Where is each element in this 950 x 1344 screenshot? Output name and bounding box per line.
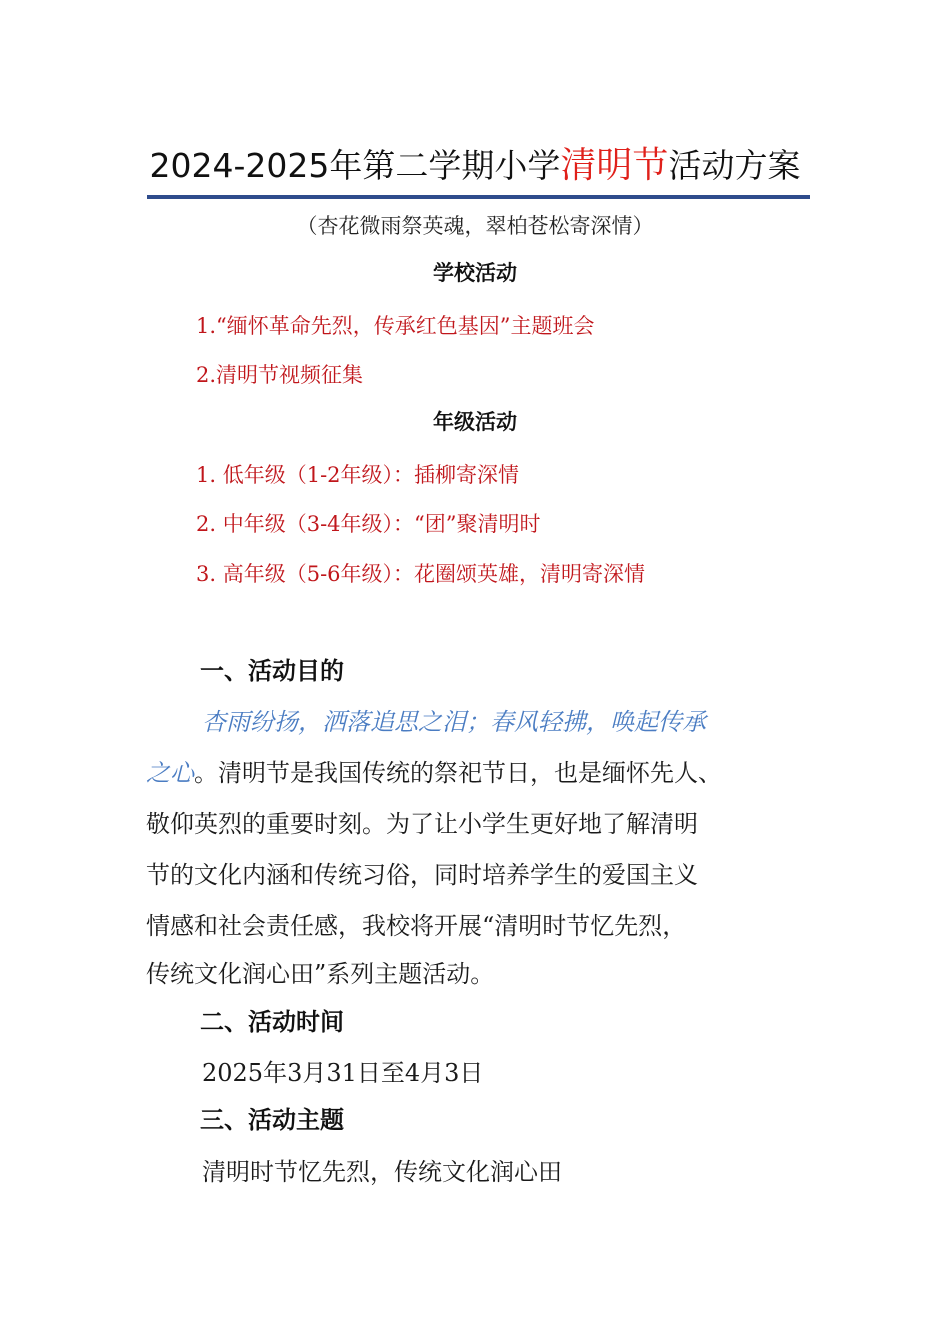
purpose-line [146, 753, 722, 793]
grade-activity-item: 3. 高年级（5-6年级）：花圈颂英雄，清明寄深情 [196, 562, 646, 586]
grade-activity-item: 2. 中年级（3-4年级）：“团”聚清明时 [196, 512, 541, 536]
purpose-line [202, 702, 706, 742]
school-activities-heading: 学校活动 [433, 261, 517, 285]
purpose-poetic-text: 杏雨纷扬，洒落追思之泪；春风轻拂，唤起传承 [202, 708, 706, 736]
title-prefix: 2024-2025年第二学期小学 [149, 146, 561, 185]
title-suffix: 活动方案 [668, 146, 801, 185]
subtitle: （杏花微雨祭英魂，翠柏苍松寄深情） [296, 214, 654, 238]
title-underline [147, 195, 810, 199]
section-heading-time: 二、活动时间 [200, 1008, 344, 1036]
purpose-line: 敬仰英烈的重要时刻。为了让小学生更好地了解清明 [146, 810, 698, 838]
section-heading-theme: 三、活动主题 [200, 1106, 344, 1134]
school-activity-item: 2.清明节视频征集 [196, 363, 364, 387]
activity-time-text: 2025年3月31日至4月3日 [202, 1059, 484, 1087]
title-highlight: 清明节 [560, 145, 669, 186]
page-title [0, 141, 950, 191]
section-heading-purpose: 一、活动目的 [200, 657, 344, 685]
activity-theme-text: 清明时节忆先烈，传统文化润心田 [202, 1158, 562, 1186]
grade-activities-heading: 年级活动 [433, 410, 517, 434]
grade-activity-item: 1. 低年级（1-2年级）：插柳寄深情 [196, 463, 520, 487]
purpose-text: 。清明节是我国传统的祭祀节日，也是缅怀先人、 [194, 759, 722, 787]
purpose-poetic-text-end: 之心 [146, 759, 194, 787]
purpose-line: 情感和社会责任感，我校将开展“清明时节忆先烈， [146, 912, 687, 940]
purpose-line: 节的文化内涵和传统习俗，同时培养学生的爱国主义 [146, 861, 698, 889]
school-activity-item: 1.“缅怀革命先烈，传承红色基因”主题班会 [196, 314, 595, 338]
purpose-line: 传统文化润心田”系列主题活动。 [146, 960, 495, 988]
